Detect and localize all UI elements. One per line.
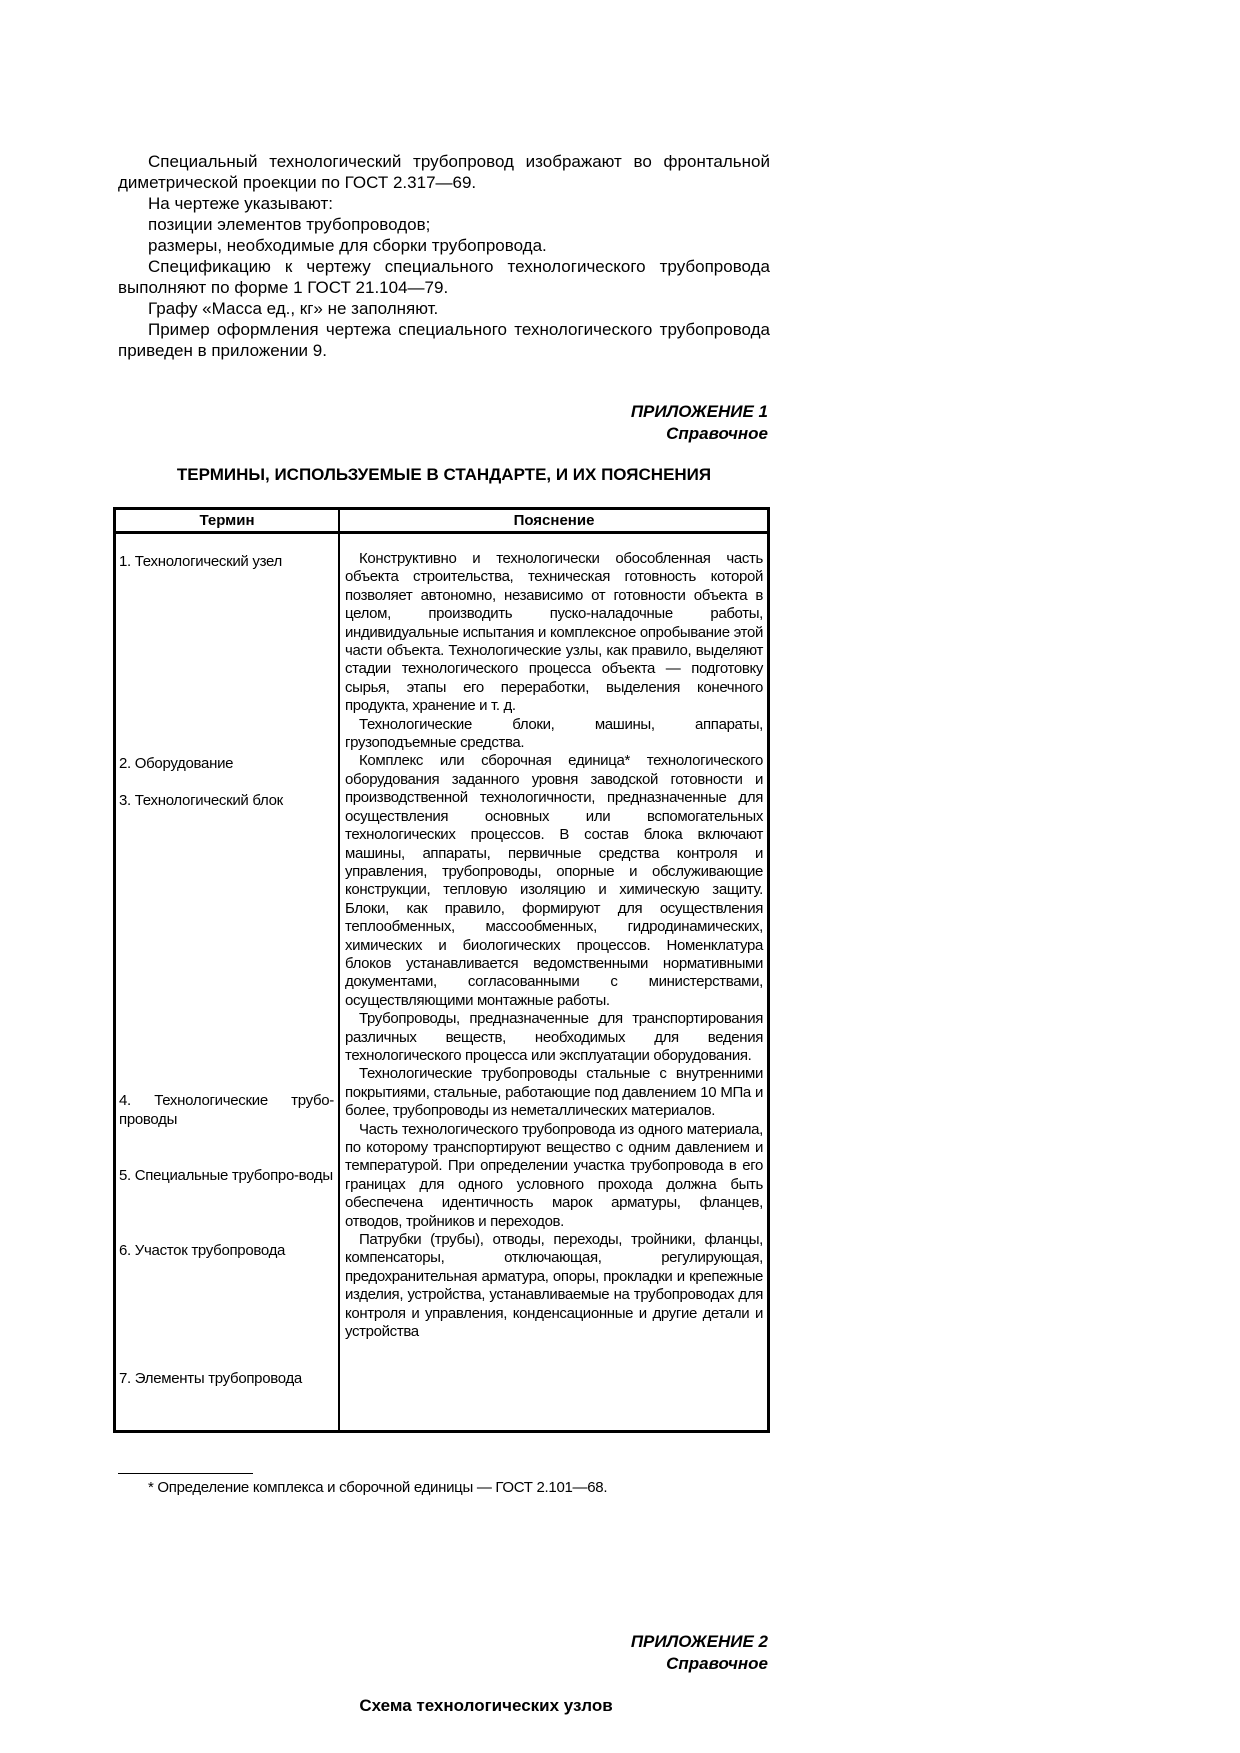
term-cell: 2. Оборудование <box>119 755 234 772</box>
appendix-label: ПРИЛОЖЕНИЕ 1 <box>630 402 768 421</box>
appendix-1-header <box>631 401 768 445</box>
paragraph: Спецификацию к чертежу специального технологического трубопровода выполняют по форме 1 ГОСТ 21.104—79. <box>118 257 770 297</box>
paragraph: позиции элементов трубопроводов; <box>148 215 431 234</box>
paragraph: размеры, необходимые для сборки трубопровода. <box>148 236 547 255</box>
term-cell: 7. Элементы трубопровода <box>119 1370 302 1387</box>
header-explanation: Пояснение <box>513 512 595 529</box>
explanation-cell: Конструктивно и технологически обособленная часть объекта строительства, техническая готовность которой позволяет автономно, независимо от готовности объекта в целом, производить пуско-наладочные работы, индивидуальные испытания и комплексное опробывание этой части объекта. Технологические узлы, как правило, выделяют стадии технологического процесса объекта — подготовку сырья, этапы его переработки, выделения конечного продукта, хранение и т. д. <box>345 550 763 715</box>
appendix-2-title: Схема технологических узлов <box>359 1696 613 1715</box>
term-cell: 1. Технологический узел <box>119 553 282 570</box>
term-cell: 5. Специальные трубопро-воды <box>119 1167 333 1184</box>
explanations-column <box>345 550 763 1341</box>
term-cell: 3. Технологический блок <box>119 792 283 809</box>
explanation-cell: Комплекс или сборочная единица* технологического оборудования заданного уровня заводской готовности и производственной технологичности, предназначенные для осуществления основных или вспомогательных технологических процессов. В состав блока включают машины, аппараты, первичные средства контроля и управления, трубопроводы, опорные и обслуживающие конструкции, тепловую изоляцию и химическую защиту. Блоки, как правило, формируют для осуществления теплообменных, массообменных, гидродинамических, химических и биологических процессов. Номенклатура блоков устанавливается ведомственными нормативными документами, согласованными с министерствами, осуществляющими монтажные работы. <box>345 752 763 1009</box>
appendix-2-header <box>631 1631 768 1675</box>
header-term: Термин <box>199 512 255 529</box>
explanation-cell: Часть технологического трубопровода из одного материала, по которому транспортируют вещество с одним давлением и температурой. При определении участка трубопровода в его границах для одного условного прохода должна быть обеспечена идентичность марок арматуры, фланцев, отводов, тройников и переходов. <box>345 1120 763 1230</box>
explanation-cell: Патрубки (трубы), отводы, переходы, тройники, фланцы, компенсаторы, отключающая, регулирующая, предохранительная арматура, опоры, прокладки и крепежные изделия, устройства, устанавливаемые на трубопроводах для контроля и управления, конденсационные и другие детали и устройства <box>345 1231 763 1341</box>
footnote: * Определение комплекса и сборочной единицы — ГОСТ 2.101—68. <box>148 1479 608 1496</box>
explanation-cell: Трубопроводы, предназначенные для транспортирования различных веществ, необходимых для ведения технологического процесса или эксплуатации оборудования. <box>345 1010 763 1064</box>
appendix-type: Справочное <box>666 424 768 443</box>
footnote-separator <box>118 1473 253 1474</box>
terms-table <box>113 507 770 1433</box>
table-header-row <box>116 510 767 534</box>
explanation-cell: Технологические трубопроводы стальные с внутренними покрытиями, стальные, работающие под давлением 10 МПа и более, трубопроводы из неметаллических материалов. <box>345 1065 763 1120</box>
term-cell: 6. Участок трубопровода <box>119 1242 286 1259</box>
appendix-type: Справочное <box>666 1654 768 1673</box>
appendix-label: ПРИЛОЖЕНИЕ 2 <box>630 1632 768 1651</box>
paragraph: Графу «Масса ед., кг» не заполняют. <box>148 299 439 318</box>
paragraph: Пример оформления чертежа специального технологического трубопровода приведен в приложении 9. <box>118 320 770 360</box>
appendix-1-title: ТЕРМИНЫ, ИСПОЛЬЗУЕМЫЕ В СТАНДАРТЕ, И ИХ ПОЯСНЕНИЯ <box>176 465 712 484</box>
column-divider <box>338 510 340 1430</box>
paragraph: На чертеже указывают: <box>148 194 334 213</box>
explanation-cell: Технологические блоки, машины, аппараты, грузоподъемные средства. <box>345 715 763 752</box>
intro-text <box>118 151 770 361</box>
paragraph: Специальный технологический трубопровод изображают во фронтальной диметрической проекции по ГОСТ 2.317—69. <box>118 152 770 192</box>
term-cell: 4. Технологические трубо-проводы <box>119 1092 334 1128</box>
